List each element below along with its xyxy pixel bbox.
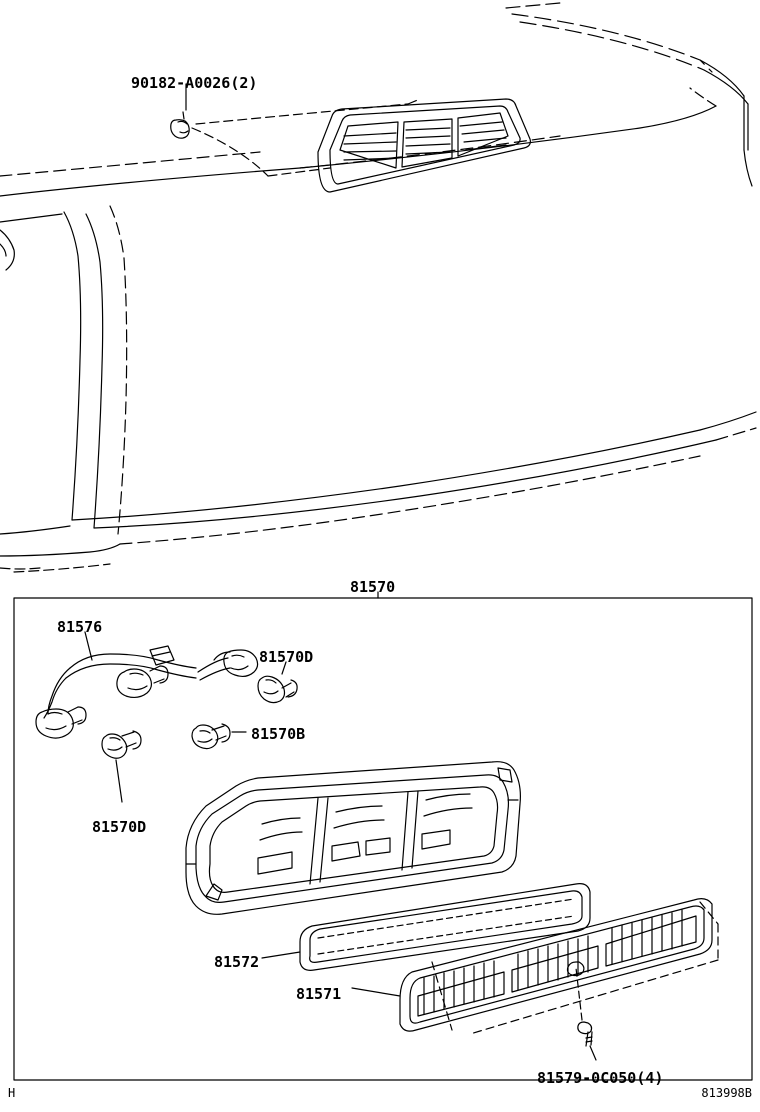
label-gasket-81572: 81572 (214, 953, 260, 971)
label-socket-81570d-top: 81570D (259, 648, 314, 666)
sheet-marker: H (8, 1086, 16, 1100)
label-lens-81571: 81571 (296, 985, 342, 1003)
label-clip-90182: 90182-A0026(2) (131, 74, 258, 92)
sheet-code: 813998B (701, 1086, 752, 1100)
label-socket-81570d-bottom: 81570D (92, 818, 147, 836)
label-assy-81570: 81570 (350, 578, 396, 596)
label-screw-81579: 81579-0C050(4) (537, 1069, 664, 1087)
label-harness-81576: 81576 (57, 618, 103, 636)
label-bulb-81570b: 81570B (251, 725, 306, 743)
